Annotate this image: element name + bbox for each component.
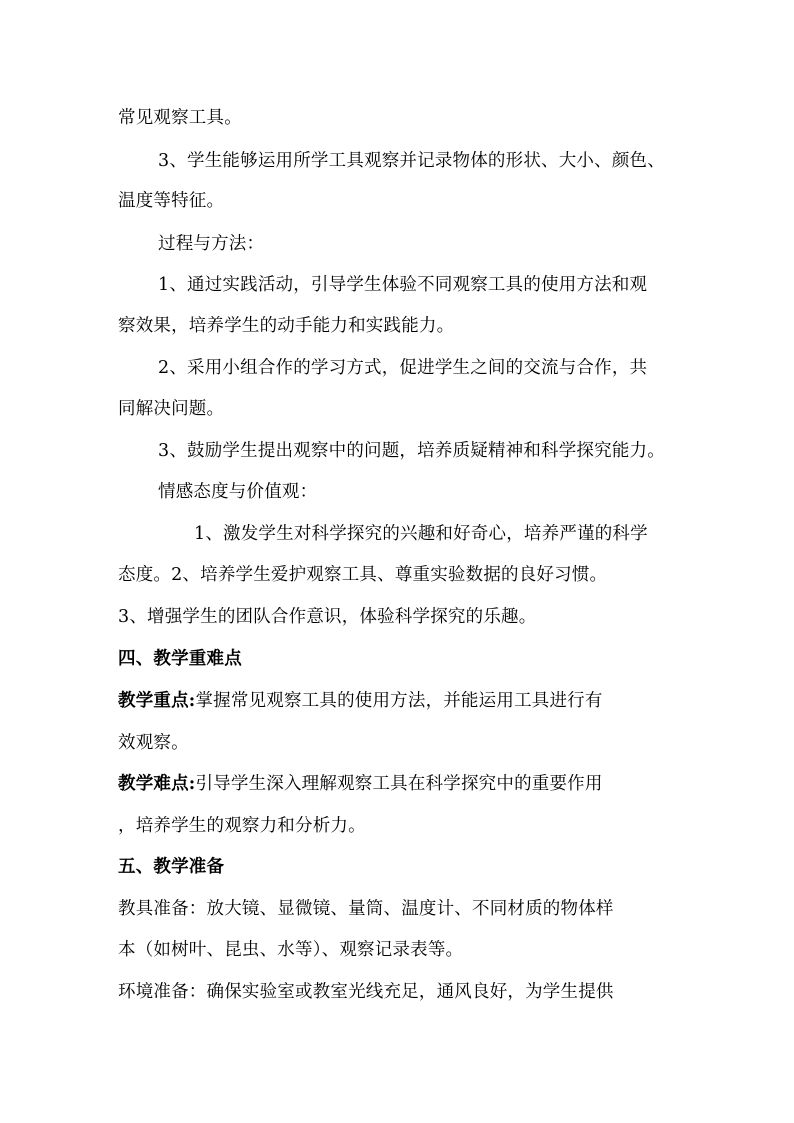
body-line: 3、鼓励学生提出观察中的问题，培养质疑精神和科学探究能力。 (158, 441, 665, 461)
key-point-label: 教学重点: (118, 691, 196, 711)
body-line: 1、通过实践活动，引导学生体验不同观察工具的使用方法和观 (158, 275, 648, 295)
key-point-text: 掌握常见观察工具的使用方法，并能运用工具进行有 (195, 691, 603, 711)
body-line: 效观察。 (118, 733, 189, 753)
body-line: 态度。2、培养学生爱护观察工具、尊重实验数据的良好习惯。 (118, 565, 608, 585)
subheading: 情感态度与价值观： (158, 482, 318, 502)
body-line: 常见观察工具。 (118, 108, 242, 128)
difficulty-label: 教学难点: (118, 774, 196, 794)
body-line: 同解决问题。 (118, 399, 225, 419)
body-line: 环境准备：确保实验室或教室光线充足，通风良好，为学生提供 (118, 982, 614, 1002)
body-line: 3、增强学生的团队合作意识，体验科学探究的乐趣。 (118, 607, 537, 627)
key-point-line (118, 689, 603, 713)
difficulty-line (118, 772, 603, 796)
body-line: 教具准备：放大镜、显微镜、量筒、温度计、不同材质的物体样 (118, 899, 614, 919)
body-line: 1、激发学生对科学探究的兴趣和好奇心，培养严谨的科学 (194, 524, 648, 544)
body-line: ，培养学生的观察力和分析力。 (118, 816, 366, 836)
section-heading: 四、教学重难点 (118, 649, 242, 669)
body-line: 2、采用小组合作的学习方式，促进学生之间的交流与合作，共 (158, 358, 648, 378)
subheading: 过程与方法： (158, 234, 265, 254)
body-line: 察效果，培养学生的动手能力和实践能力。 (118, 316, 455, 336)
body-line: 本（如树叶、昆虫、水等）、观察记录表等。 (118, 940, 464, 960)
body-line: 温度等特征。 (118, 191, 225, 211)
section-heading: 五、教学准备 (118, 857, 225, 877)
body-line: 3、学生能够运用所学工具观察并记录物体的形状、大小、颜色、 (158, 151, 665, 171)
difficulty-text: 引导学生深入理解观察工具在科学探究中的重要作用 (195, 774, 603, 794)
